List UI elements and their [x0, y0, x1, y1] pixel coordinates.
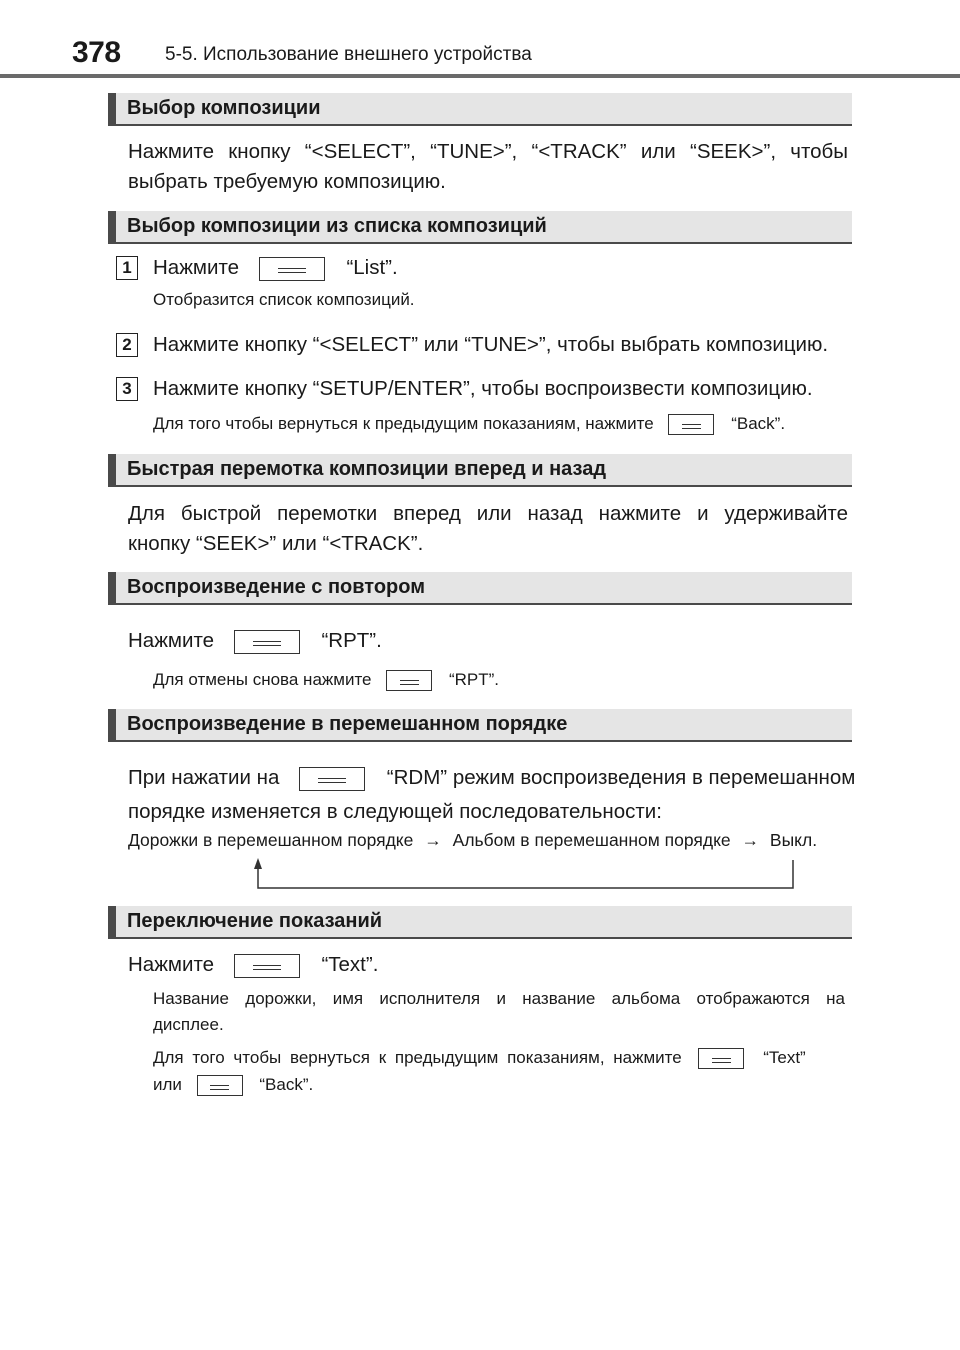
arrow-right-icon: →	[741, 830, 760, 850]
list-button-icon	[259, 257, 325, 281]
sequence-step-off: Выкл.	[769, 830, 818, 850]
rpt-button-icon-small	[386, 670, 432, 691]
rpt-button-icon	[234, 630, 300, 654]
arrow-right-icon: →	[424, 830, 442, 850]
display-note1-line2: дисплее.	[153, 1015, 224, 1034]
step2-line: Нажмите кнопку “<SELECT” или “TUNE>”, чтобы выбрать композицию.	[153, 333, 829, 356]
display-note2-pre: Для того чтобы вернуться к предыдущим показаниям, нажмите	[153, 1048, 682, 1067]
back-button-icon	[668, 414, 714, 435]
section-title-text: Быстрая перемотка композиции вперед и назад	[127, 458, 607, 480]
display-note1-line1: Название дорожки, имя исполнителя и название альбома отображаются на	[153, 989, 845, 1008]
section-title-list	[108, 211, 852, 244]
chapter-title: 5-5. Использование внешнего устройства	[165, 44, 532, 65]
step-badge-3: 3	[116, 377, 138, 401]
display-pre: Нажмите	[128, 953, 215, 976]
section-title-random	[108, 709, 852, 742]
section-title-text: Воспроизведение в перемешанном порядке	[127, 713, 568, 735]
section-title-text: Воспроизведение с повтором	[127, 576, 426, 598]
repeat-note-pre: Для отмены снова нажмите	[153, 670, 372, 689]
repeat-post: “RPT”.	[321, 629, 382, 652]
header-rule	[0, 74, 960, 78]
display-note2-back: “Back”.	[259, 1075, 314, 1094]
section-title-display	[108, 906, 852, 939]
repeat-note	[153, 670, 499, 691]
step-badge-2: 2	[116, 333, 138, 357]
step1-post: “List”.	[346, 256, 398, 279]
display-note2-post: “Text”	[763, 1048, 806, 1067]
section-title-select	[108, 93, 852, 126]
step3-line: Нажмите кнопку “SETUP/ENTER”, чтобы воспроизвести композицию.	[153, 377, 813, 400]
repeat-line	[128, 629, 382, 654]
step1-pre: Нажмите	[153, 256, 240, 279]
random-line2: порядке изменяется в следующей последовательности:	[128, 800, 662, 823]
rdm-button-icon	[299, 767, 365, 791]
sequence-step-tracks: Дорожки в перемешанном порядке	[128, 830, 414, 850]
step1-line	[153, 256, 398, 281]
step3-note-post: “Back”.	[731, 414, 786, 433]
section-title-text: Выбор композиции из списка композиций	[127, 215, 547, 237]
step3-note-pre: Для того чтобы вернуться к предыдущим показаниям, нажмите	[153, 414, 654, 433]
display-line	[128, 953, 378, 978]
display-note2-line1	[153, 1048, 806, 1069]
random-line1	[128, 766, 855, 791]
repeat-note-post: “RPT”.	[448, 670, 500, 689]
section-title-seek	[108, 454, 852, 487]
display-note2-or: или	[153, 1075, 182, 1094]
select-paragraph-line2: выбрать требуемую композицию.	[128, 170, 446, 193]
random-line1-pre: При нажатии на	[128, 766, 280, 789]
text-button-icon-small	[698, 1048, 744, 1069]
section-title-text: Выбор композиции	[127, 97, 321, 119]
seek-paragraph-line2: кнопку “SEEK>” или “<TRACK”.	[128, 532, 424, 555]
random-sequence	[128, 830, 817, 851]
step-badge-1: 1	[116, 256, 138, 280]
page-number: 378	[72, 36, 121, 69]
text-button-icon	[234, 954, 300, 978]
sequence-loop-arrow-icon	[250, 858, 798, 892]
page-header	[0, 28, 960, 78]
section-title-repeat	[108, 572, 852, 605]
step1-note: Отобразится список композиций.	[153, 290, 415, 309]
display-post: “Text”.	[321, 953, 379, 976]
random-line1-post: “RDM” режим воспроизведения в перемешанном	[386, 766, 856, 789]
back-button-icon-small	[197, 1075, 243, 1096]
select-paragraph-line1: Нажмите кнопку “<SELECT”, “TUNE>”, “<TRACK” или “SEEK>”, чтобы	[128, 140, 848, 163]
section-title-text: Переключение показаний	[127, 910, 383, 932]
step3-note	[153, 414, 785, 435]
display-note2-line2	[153, 1075, 313, 1096]
repeat-pre: Нажмите	[128, 629, 215, 652]
sequence-step-album: Альбом в перемешанном порядке	[452, 830, 731, 850]
seek-paragraph-line1: Для быстрой перемотки вперед или назад нажмите и удерживайте	[128, 502, 848, 525]
